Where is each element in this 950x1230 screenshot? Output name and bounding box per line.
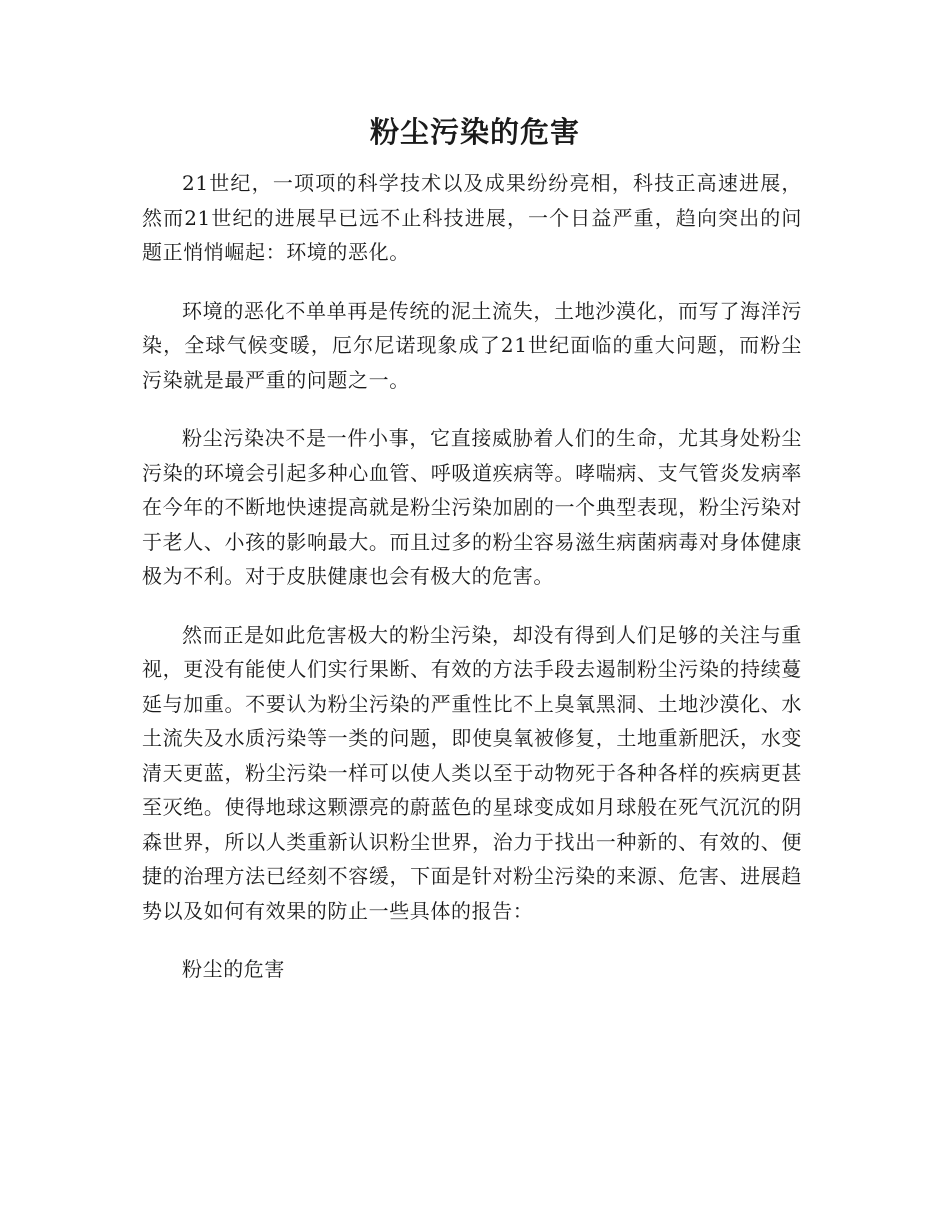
paragraph-neglect: 然而正是如此危害极大的粉尘污染，却没有得到人们足够的关注与重视，更没有能使人们实行果断、有效的方法手段去遏制粉尘污染的持续蔓延与加重。不要认为粉尘污染的严重性比不上臭氧黑洞、土地沙漠化、水土流失及水质污染等一类的问题，即使臭氧被修复，土地重新肥沃，水变清天更蓝，粉尘污染一样可以使人类以至于动物死于各种各样的疾病更甚至灭绝。使得地球这颗漂亮的蔚蓝色的星球变成如月球般在死气沉沉的阴森世界，所以人类重新认识粉尘世界，治力于找出一种新的、有效的、便捷的治理方法已经刻不容缓，下面是针对粉尘污染的来源、危害、进展趋势以及如何有效果的防止一些具体的报告： <box>142 622 802 923</box>
paragraph-environment: 环境的恶化不单单再是传统的泥土流失，土地沙漠化，而写了海洋污染，全球气候变暖，厄尔尼诺现象成了21世纪面临的重大问题，而粉尘污染就是最严重的问题之一。 <box>142 298 802 392</box>
section-heading-dust-hazards: 粉尘的危害 <box>182 957 285 981</box>
paragraph-intro: 21世纪，一项项的科学技术以及成果纷纷亮相，科技正高速进展，然而21世纪的进展早已远不止科技进展，一个日益严重，趋向突出的问题正悄悄崛起：环境的恶化。 <box>142 171 802 264</box>
document-title: 粉尘污染的危害 <box>369 115 580 149</box>
document-body <box>142 166 802 1011</box>
paragraph-health-effects: 粉尘污染决不是一件小事，它直接威胁着人们的生命，尤其身处粉尘污染的环境会引起多种心血管、呼吸道疾病等。哮喘病、支气管炎发病率在今年的不断地快速提高就是粉尘污染加剧的一个典型表现，粉尘污染对于老人、小孩的影响最大。而且过多的粉尘容易滋生病菌病毒对身体健康极为不利。对于皮肤健康也会有极大的危害。 <box>142 426 802 588</box>
